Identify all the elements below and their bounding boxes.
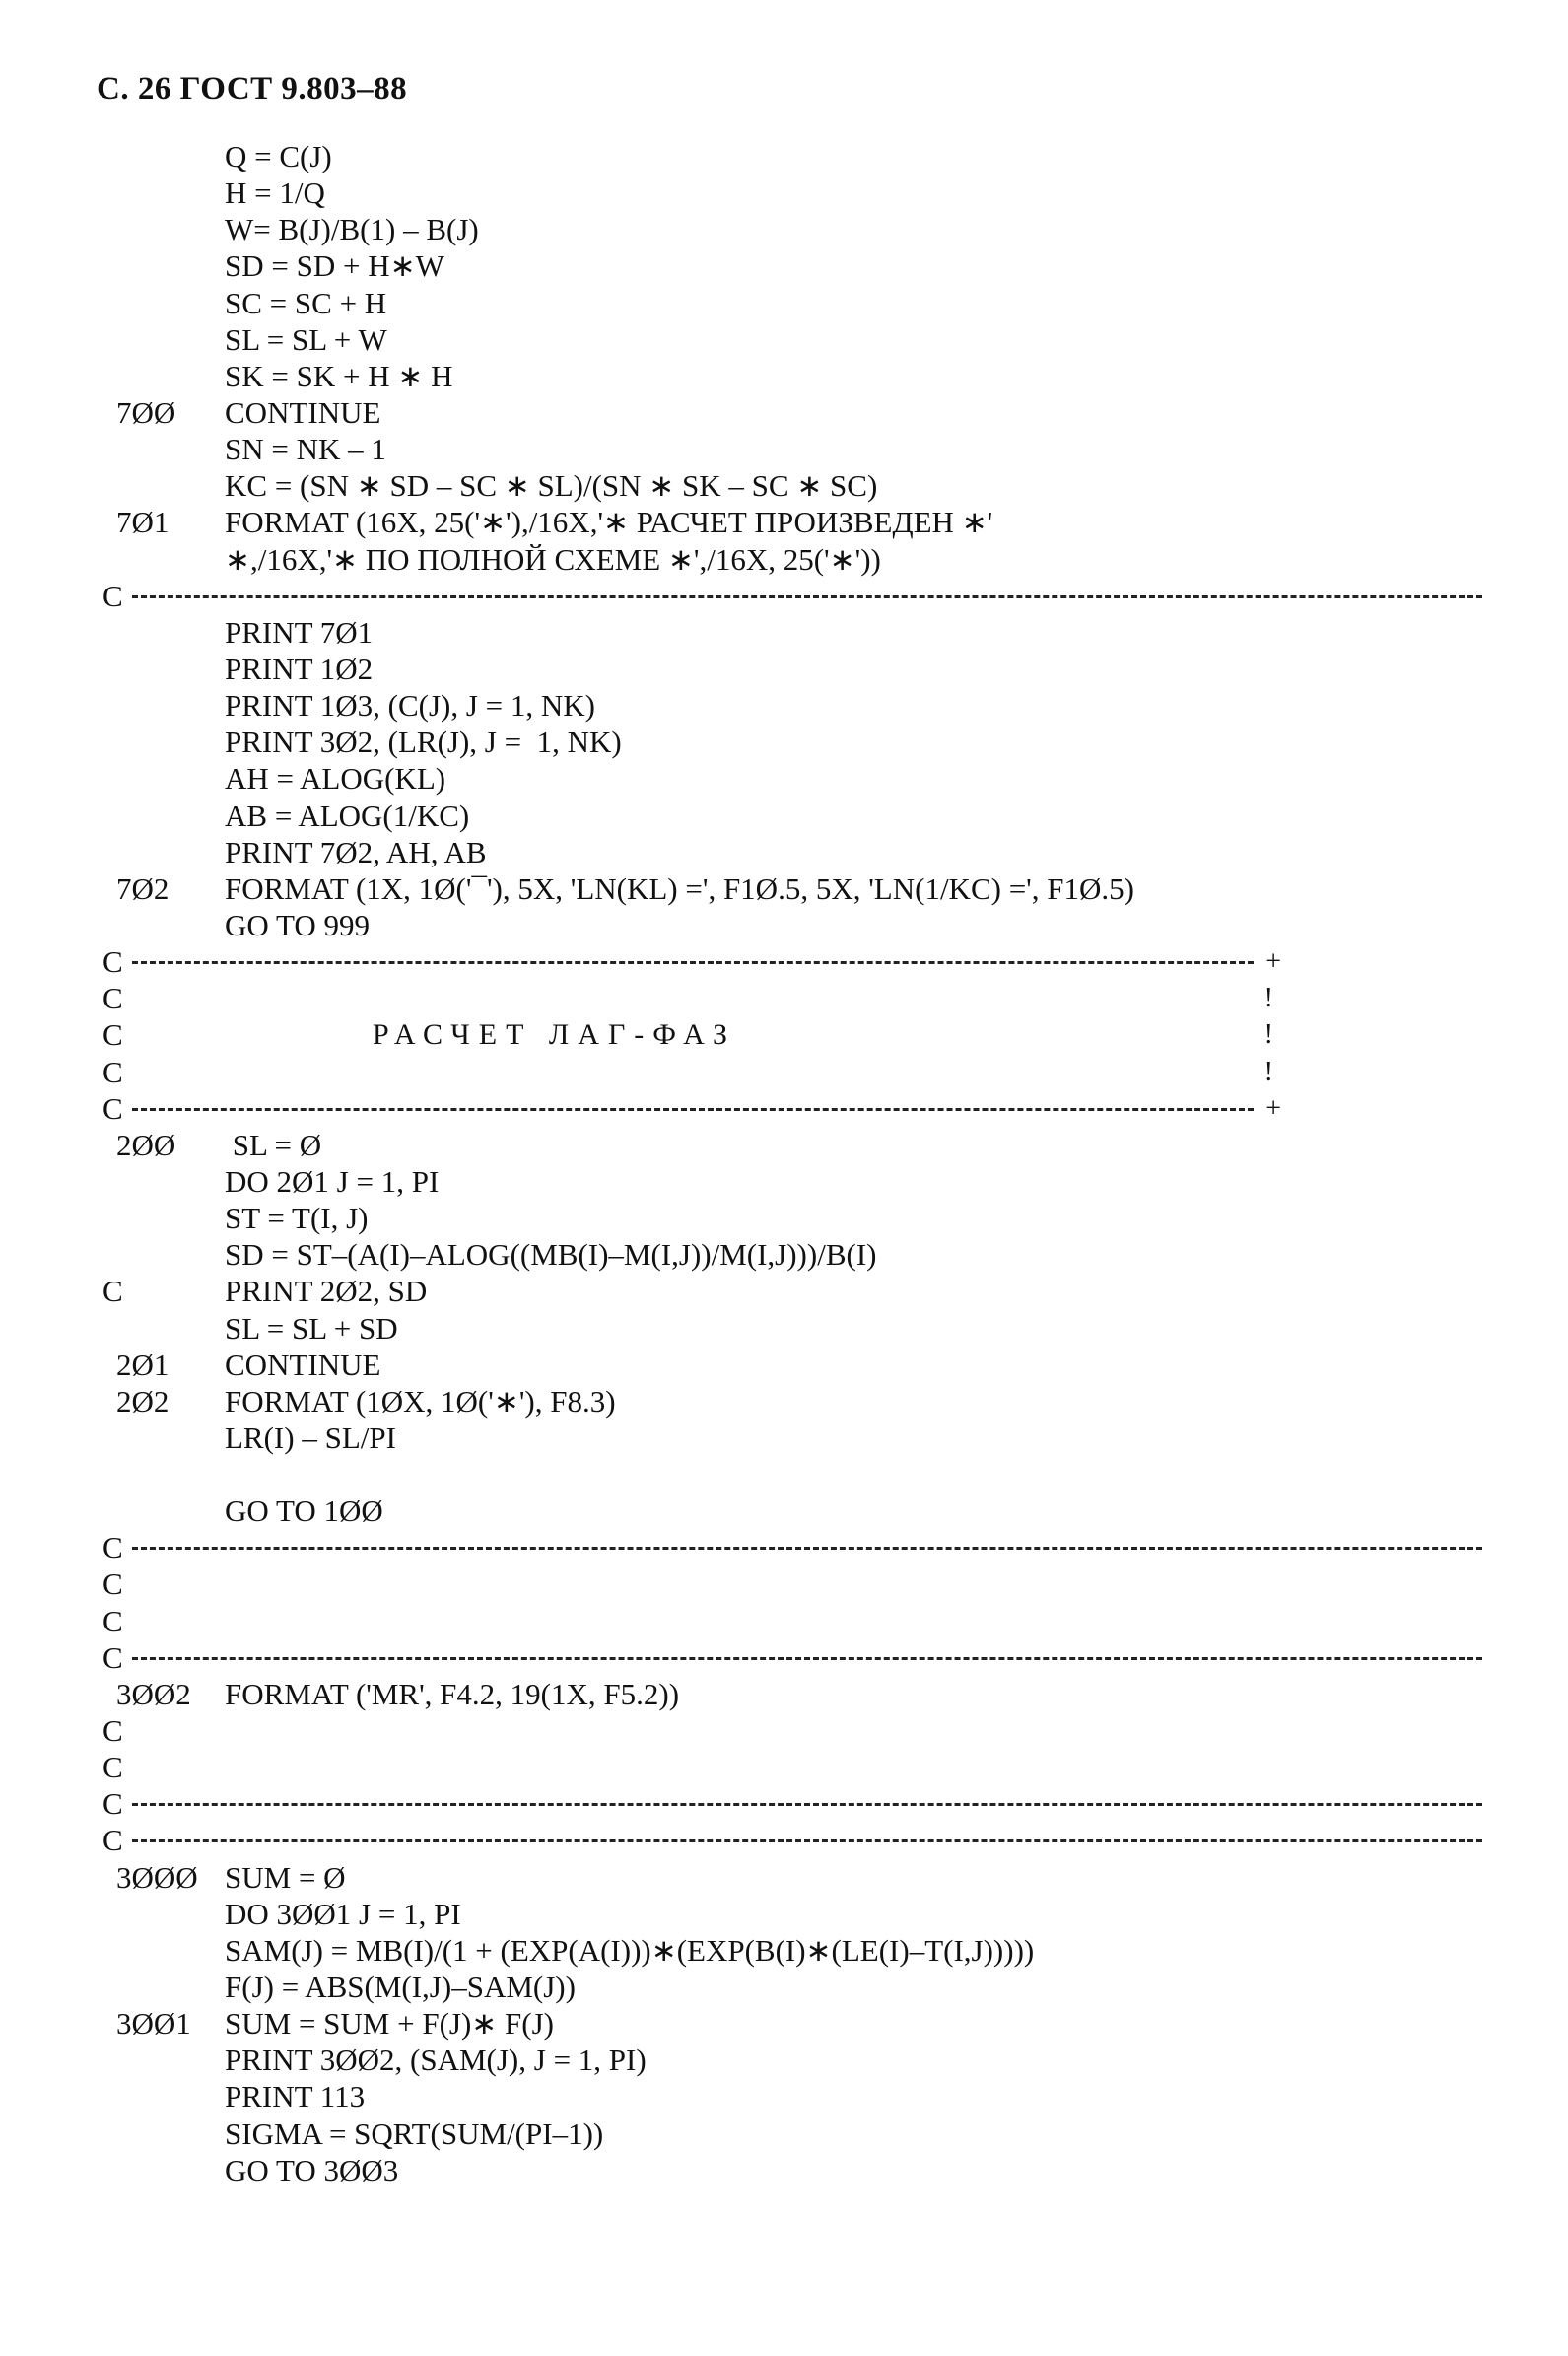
code-line	[102, 2078, 1482, 2114]
comment-rule	[128, 578, 1482, 614]
statement-label	[102, 797, 225, 834]
code-line	[102, 285, 1482, 321]
code-text: PRINT 7Ø1	[225, 614, 374, 650]
code-text: W= B(J)/B(1) – B(J)	[225, 212, 479, 247]
code-line	[102, 1090, 1482, 1127]
code-line	[102, 687, 1482, 724]
code-text: GO TO 1ØØ	[225, 1493, 383, 1529]
code-line	[102, 1236, 1482, 1273]
code-text: FORMAT (16X, 25('∗'),/16X,'∗ РАСЧЕТ ПРОИЗВЕДЕН ∗'	[225, 505, 993, 540]
code-line	[102, 907, 1482, 943]
code-line	[102, 138, 1482, 174]
code-text: ∗,/16X,'∗ ПО ПОЛНОЙ СХЕМЕ ∗',/16X, 25('∗'))	[225, 541, 881, 577]
statement-label	[102, 211, 225, 247]
code-text: CONTINUE	[225, 1347, 381, 1382]
code-text	[225, 1456, 1482, 1492]
page-header: С. 26 ГОСТ 9.803–88	[97, 71, 408, 106]
statement-label	[102, 907, 225, 943]
code-line	[102, 541, 1482, 578]
code-line	[102, 1712, 1482, 1749]
code-line	[102, 1310, 1482, 1347]
code-line	[102, 1383, 1482, 1420]
comment-marker: C	[102, 1566, 123, 1602]
code-line	[102, 2152, 1482, 2188]
code-line	[102, 1749, 1482, 1785]
code-text: PRINT 113	[225, 2079, 366, 2114]
code-text	[225, 1749, 1482, 1785]
code-line	[102, 651, 1482, 687]
statement-label	[102, 285, 225, 321]
code-line	[102, 211, 1482, 247]
code-line	[102, 578, 1482, 614]
statement-label	[102, 2078, 225, 2114]
comment-marker: C	[102, 1530, 123, 1565]
code-text: PRINT 1Ø3, (C(J), J = 1, NK)	[225, 688, 595, 724]
code-line	[102, 431, 1482, 467]
statement-label: 2Ø1	[116, 1347, 170, 1382]
code-text: PRINT 3Ø2, (LR(J), J = 1, NK)	[225, 725, 622, 760]
statement-label	[102, 2042, 225, 2078]
code-text: KC = (SN ∗ SD – SC ∗ SL)/(SN ∗ SK – SC ∗ SC)	[225, 468, 878, 504]
code-line	[102, 1603, 1482, 1639]
code-text: SUM = SUM + F(J)∗ F(J)	[225, 2006, 554, 2042]
code-line	[102, 943, 1482, 980]
comment-marker: C	[102, 578, 123, 613]
code-text: SD = SD + H∗W	[225, 248, 444, 284]
code-text: SN = NK – 1	[225, 432, 386, 467]
code-text: GO TO 3ØØ3	[225, 2152, 399, 2187]
comment-marker: C	[102, 981, 123, 1016]
box-corner: +	[1265, 1092, 1281, 1124]
box-side: !	[1263, 1056, 1273, 1087]
comment-marker: C	[102, 1639, 123, 1675]
comment-rule	[128, 1785, 1482, 1822]
code-text	[225, 1712, 1482, 1749]
code-text: PRINT 1Ø2	[225, 651, 374, 686]
code-text: SC = SC + H	[225, 285, 387, 320]
code-text: SL = SL + SD	[225, 1310, 398, 1346]
statement-label: 7Ø1	[116, 505, 170, 540]
comment-marker: C	[102, 1603, 123, 1638]
code-text: SUM = Ø	[225, 1859, 346, 1895]
comment-marker: C	[102, 944, 123, 980]
statement-label: 7Ø2	[116, 870, 170, 906]
code-line	[102, 1859, 1482, 1896]
statement-label: 2Ø2	[116, 1383, 170, 1419]
statement-label	[102, 1310, 225, 1347]
box-rule	[128, 1090, 1281, 1127]
statement-label	[102, 467, 225, 504]
code-line	[102, 797, 1482, 834]
statement-label	[102, 1420, 225, 1456]
code-line	[102, 1492, 1482, 1529]
statement-label	[102, 247, 225, 284]
code-text: PRINT 2Ø2, SD	[225, 1274, 428, 1309]
code-line	[102, 1822, 1482, 1858]
code-text: SD = ST–(A(I)–ALOG((MB(I)–M(I,J))/M(I,J)))/B(I)	[225, 1237, 877, 1273]
code-text: AB = ALOG(1/KC)	[225, 797, 470, 833]
statement-label	[102, 1456, 225, 1492]
statement-label: 3ØØØ	[116, 1859, 198, 1895]
code-text: CONTINUE	[225, 394, 381, 430]
code-text: SL = Ø	[225, 1127, 322, 1162]
statement-label	[102, 431, 225, 467]
statement-label	[102, 687, 225, 724]
box-corner: +	[1265, 946, 1281, 978]
code-line	[102, 1054, 1482, 1090]
statement-label	[102, 321, 225, 358]
code-line	[102, 724, 1482, 760]
statement-label: 7ØØ	[116, 394, 176, 430]
comment-rule	[128, 1822, 1482, 1858]
code-line	[102, 358, 1482, 394]
statement-label	[102, 1200, 225, 1236]
code-text: FORMAT (1X, 1Ø('¯'), 5X, 'LN(KL) =', F1Ø.5, 5X, 'LN(1/KC) =', F1Ø.5)	[225, 870, 1134, 906]
code-text: H = 1/Q	[225, 175, 325, 211]
code-line	[102, 504, 1482, 540]
code-line	[102, 1896, 1482, 1932]
code-text: PRINT 7Ø2, AH, AB	[225, 834, 487, 869]
statement-label	[102, 724, 225, 760]
code-line	[102, 870, 1482, 907]
code-text: ST = T(I, J)	[225, 1201, 369, 1236]
statement-label	[102, 1969, 225, 2005]
code-listing	[102, 138, 1482, 2188]
code-line	[102, 174, 1482, 211]
code-line	[102, 467, 1482, 504]
code-text: PRINT 3ØØ2, (SAM(J), J = 1, PI)	[225, 2043, 647, 2078]
code-line	[102, 1969, 1482, 2005]
comment-marker: C	[102, 1823, 123, 1858]
comment-marker: C	[102, 1713, 123, 1749]
code-line	[102, 1785, 1482, 1822]
code-text: GO TO 999	[225, 907, 370, 942]
code-line	[102, 834, 1482, 870]
code-text: SIGMA = SQRT(SUM/(PI–1))	[225, 2115, 604, 2151]
code-line	[102, 980, 1482, 1016]
code-text: FORMAT (1ØX, 1Ø('∗'), F8.3)	[225, 1383, 616, 1419]
code-text	[225, 1603, 1482, 1639]
statement-label	[102, 614, 225, 651]
statement-label	[102, 2115, 225, 2152]
code-text: SK = SK + H ∗ H	[225, 358, 453, 393]
comment-marker: C	[102, 1054, 123, 1089]
box-side: !	[1263, 1019, 1273, 1051]
code-text: F(J) = ABS(M(I,J)–SAM(J))	[225, 1970, 576, 2005]
statement-label	[102, 651, 225, 687]
statement-label	[102, 1163, 225, 1200]
code-line	[102, 760, 1482, 797]
code-line	[102, 1932, 1482, 1969]
code-line	[102, 1565, 1482, 1602]
code-text: DO 2Ø1 J = 1, PI	[225, 1163, 440, 1199]
code-text: FORMAT ('MR', F4.2, 19(1X, F5.2))	[225, 1676, 680, 1711]
code-text: LR(I) – SL/PI	[225, 1420, 396, 1455]
code-line	[102, 614, 1482, 651]
statement-label	[102, 1236, 225, 1273]
comment-marker: C	[102, 1090, 123, 1126]
code-line	[102, 1420, 1482, 1456]
code-line	[102, 1163, 1482, 1200]
code-line	[102, 1273, 1482, 1309]
statement-label	[102, 1492, 225, 1529]
code-line	[102, 1676, 1482, 1712]
statement-label	[102, 138, 225, 174]
statement-label	[102, 174, 225, 211]
comment-marker: C	[102, 1274, 123, 1309]
statement-label: 2ØØ	[116, 1127, 176, 1162]
code-line	[102, 1456, 1482, 1492]
box-side: !	[1263, 983, 1273, 1014]
code-text: SL = SL + W	[225, 321, 387, 357]
code-line	[102, 1639, 1482, 1676]
comment-rule	[128, 1529, 1482, 1565]
code-line	[102, 394, 1482, 431]
box-rule	[128, 943, 1281, 980]
code-text: Q = C(J)	[225, 139, 332, 173]
section-title: РАСЧЕТ ЛАГ-ФАЗ	[373, 1018, 737, 1052]
code-text	[225, 1565, 1482, 1602]
comment-marker: C	[102, 1786, 123, 1822]
code-line	[102, 1347, 1482, 1383]
code-line	[102, 2005, 1482, 2042]
code-line	[102, 2042, 1482, 2078]
code-line	[102, 321, 1482, 358]
statement-label	[102, 1896, 225, 1932]
code-line	[102, 2115, 1482, 2152]
code-line	[102, 1016, 1482, 1053]
statement-label	[102, 358, 225, 394]
statement-label	[102, 760, 225, 797]
statement-label	[102, 541, 225, 578]
comment-rule	[128, 1639, 1482, 1676]
statement-label	[102, 1932, 225, 1969]
comment-marker: C	[102, 1017, 123, 1053]
code-line	[102, 1127, 1482, 1163]
statement-label	[102, 834, 225, 870]
code-line	[102, 1200, 1482, 1236]
statement-label: 3ØØ1	[116, 2006, 191, 2042]
statement-label	[102, 2152, 225, 2188]
comment-marker: C	[102, 1750, 123, 1785]
code-line	[102, 1529, 1482, 1565]
code-text: SAM(J) = MB(I)/(1 + (EXP(A(I)))∗(EXP(B(I)∗(LE(I)–T(I,J)))))	[225, 1932, 1035, 1968]
code-text: AH = ALOG(KL)	[225, 761, 446, 797]
statement-label: 3ØØ2	[116, 1676, 191, 1711]
code-line	[102, 247, 1482, 284]
code-text: DO 3ØØ1 J = 1, PI	[225, 1896, 461, 1931]
